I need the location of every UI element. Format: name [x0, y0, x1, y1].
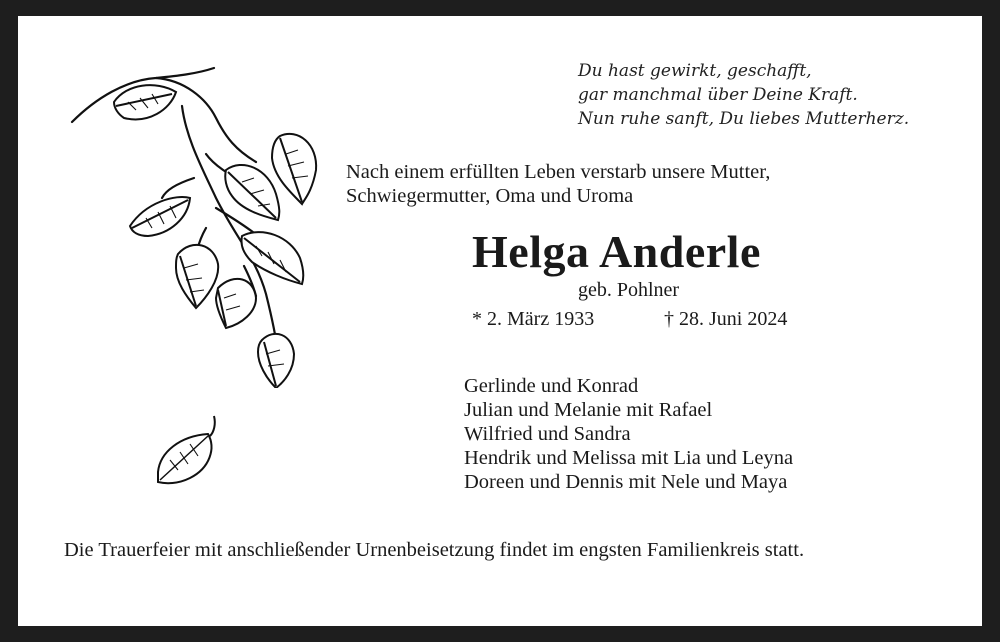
family-member: Julian und Melanie mit Rafael [464, 399, 713, 421]
leaf-branch-icon [66, 58, 326, 388]
poem-line: Du hast gewirkt, geschafft, [578, 61, 812, 81]
obituary-card [18, 16, 982, 626]
birth-date: * 2. März 1933 [472, 308, 595, 330]
family-list [464, 374, 793, 494]
poem [578, 59, 909, 131]
intro-line: Nach einem erfüllten Leben verstarb unsere Mutter, [346, 161, 771, 183]
family-member: Hendrik und Melissa mit Lia und Leyna [464, 447, 794, 469]
birth-name: geb. Pohlner [578, 279, 680, 301]
family-member: Gerlinde und Konrad [464, 375, 639, 397]
deceased-name: Helga Anderle [472, 226, 761, 277]
death-date: † 28. Juni 2024 [664, 308, 788, 330]
poem-line: Nun ruhe sanft, Du liebes Mutterherz. [578, 109, 910, 129]
funeral-notice: Die Trauerfeier mit anschließender Urnenbeisetzung findet im engsten Familienkreis statt. [64, 539, 805, 561]
intro-line: Schwiegermutter, Oma und Uroma [346, 185, 634, 207]
intro-text [346, 160, 770, 208]
family-member: Wilfried und Sandra [464, 423, 631, 445]
fallen-leaf-icon [150, 412, 230, 492]
family-member: Doreen und Dennis mit Nele und Maya [464, 471, 788, 493]
poem-line: gar manchmal über Deine Kraft. [578, 85, 858, 105]
